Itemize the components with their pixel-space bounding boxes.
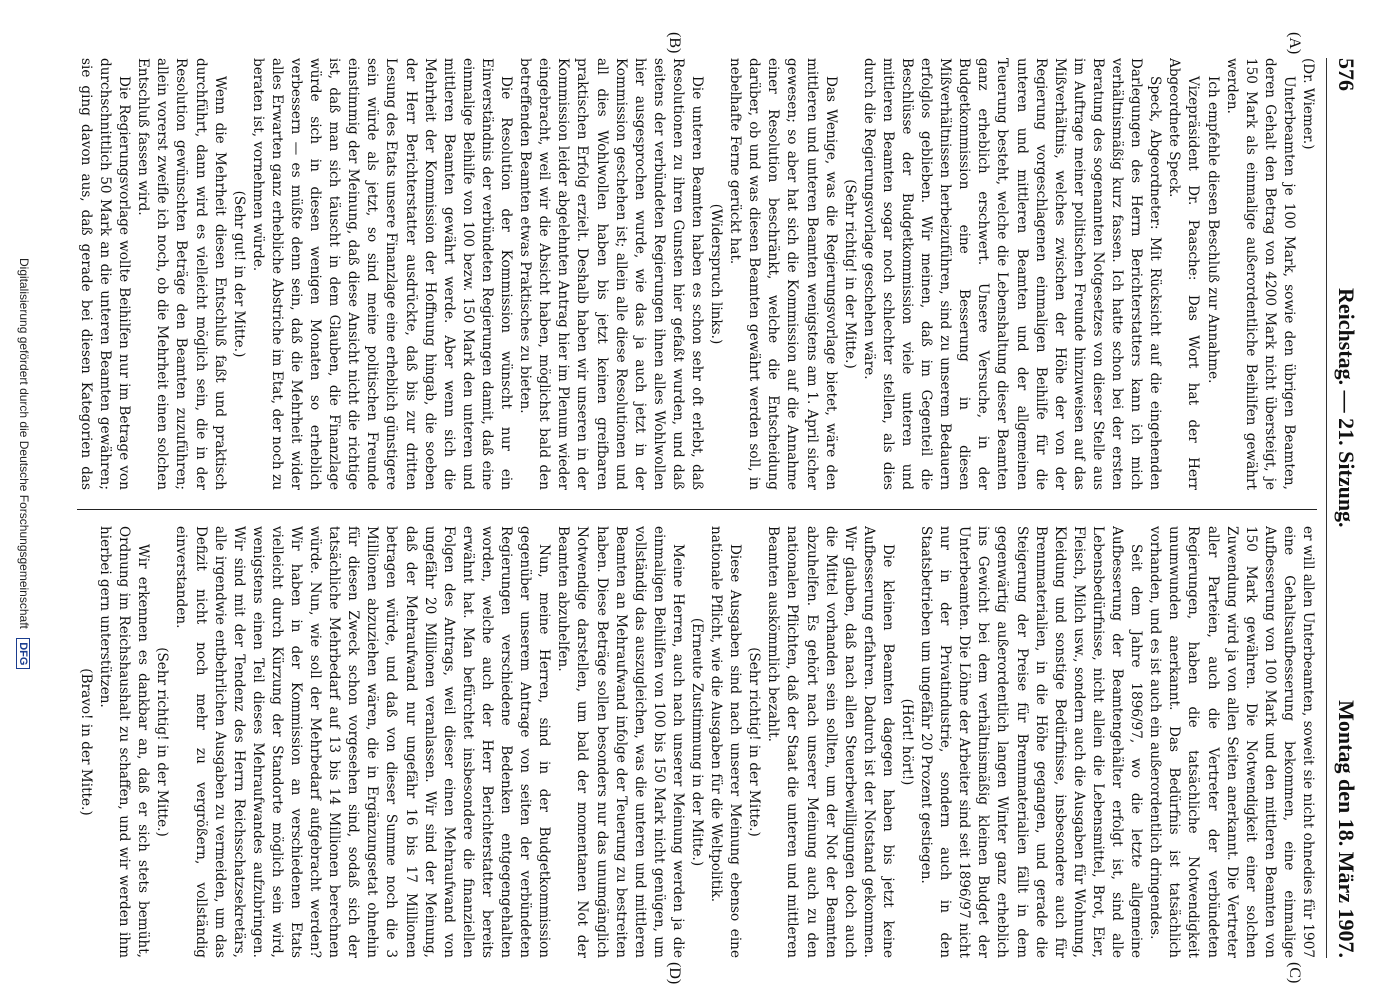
margin-marker-b: (B) [666, 32, 683, 54]
paragraph: Seit dem Jahre 1896/97, wo die letzte allgemeine Aufbesserung der Beamtengehälter erfolgt ist, sind alle Lebensbedürfnisse, nicht allein die Lebensmittel, Brot, Eier, Fleisch, Milch usw., sondern auch die Ausgaben für Wohnung, Kleidung und sonstige Bedürfnisse, insbesondere auch für Brennmaterialien, in die Höhe gegangen, und gerade die Steigerung der Preise für Brennmaterialien fällt in dem gegenwärtig außerordentlich langen Winter ganz erheblich ins Gewicht bei dem verhältnismäßig kleinen Budget der Unterbeamten. Die Löhne der Arbeiter sind seit 1896/97 nicht nur in der Privatindustrie, sondern auch in den Staatsbetrieben um ungefähr 20 Prozent gestiegen. [918, 526, 1145, 958]
footer-text: Digitalisierung gefördert durch die Deutsche Forschungsgemeinschaft [17, 258, 31, 629]
paragraph: Unterbeamten je 100 Mark, sowie den übrigen Beamten, deren Gehalt den Betrag von 4200 Mark nicht übersteigt, je 150 Mark als einmalige außerordentliche Beihilfen gewährt werden. [1223, 58, 1297, 490]
interjection: (Sehr richtig! in der Mitte.) [746, 647, 763, 837]
interjection: (Bravo! in der Mitte.) [78, 668, 94, 816]
column-divider [77, 509, 1317, 510]
paragraph: Wenn die Mehrheit diesen Entschluß faßt und praktisch durchführt, dann wird es vielleicht möglich sein, die in der Resolution gewünschten Beträge den Beamten zuzuführen; allein vorerst zweifle ich noch, ob die Mehrheit einen solchen Entschluß fassen wird. [135, 58, 228, 490]
interjection: (Widerspruch links.) [708, 203, 725, 345]
session-date: Montag den 18. März 1907. [1334, 700, 1359, 958]
header-rule [1326, 58, 1327, 958]
margin-marker-d: (D) [666, 962, 683, 985]
interjection: (Hört! hört!) [899, 698, 916, 786]
interjection: (Sehr gut! in der Mitte.) [230, 190, 247, 358]
paragraph: Vizepräsident Dr. Paasche: Das Wort hat der Herr Abgeordnete Speck. [1166, 58, 1202, 490]
paragraph: Das Wenige, was die Regierungsvorlage bietet, wäre den mittleren und unteren Beamten wenigstens am 1. April sicher gewesen; so aber hat sich die Kommission auf die Annahme einer Resolution beschränkt, welche die Entscheidung darüber, ob und was diesen Beamten gewährt werden soll, in nebelhafte Ferne gerückt hat. [727, 58, 839, 490]
margin-marker-a: (A) [1286, 32, 1303, 55]
paragraph: Ich empfehle diesen Beschluß zur Annahme. [1204, 76, 1221, 384]
margin-marker-c: (C) [1286, 962, 1303, 984]
paragraph: Die Regierungsvorlage wollte Beihilfen nur im Betrage von durchschnittlich 50 Mark an die unteren Beamten gewähren; sie ging davon aus, daß gerade bei diesen Kategorien das [78, 58, 133, 490]
paragraph: er will allen Unterbeamten, soweit sie nicht ohnedies für 1907 eine Gehaltsaufbesserung bekommen, eine einmalige Aufbesserung von 100 Mark und den mittleren Beamten von 150 Mark gewähren. Die Notwendigkeit einer solchen Zuwendung wird ja von allen Seiten anerkannt. Die Vertreter aller Parteien, auch die Vertreter der verbündeten Regierungen, haben die tatsächliche Notwendigkeit unumwunden anerkannt. Das Bedürfnis ist tatsächlich vorhanden, und es ist auch ein außerordentlich dringendes. [1147, 526, 1316, 958]
paragraph: Diese Ausgaben sind nach unserer Meinung ebenso eine nationale Pflicht, wie die Ausgaben für die Weltpolitik. [708, 526, 744, 958]
paragraph: Meine Herren, auch nach unserer Meinung werden ja die einmaligen Beihilfen von 100 bis 150 Mark nicht genügen, um vollständig das auszugleichen, was die unteren und mittleren Beamten an Mehraufwand infolge der Teuerung zu bestreiten haben. Diese Beträge sollen besonders nur das unumgänglich Notwendige darstellen, um bald der momentanen Not der Beamten abzuhelfen. [555, 526, 686, 958]
paragraph: Speck, Abgeordneter: Mit Rücksicht auf die eingehenden Darlegungen des Herrn Berichterstatters kann ich mich verhältnismäßig kurz fassen. Ich hatte schon bei der ersten Beratung des sogenannten Notgesetzes von dieser Stelle aus im Auftrage meiner politischen Freunde hinzuweisen auf das Mißverhältnis, welches zwischen der Höhe der von der Regierung vorgeschlagenen einmaligen Beihilfe für die unteren und mittleren Beamten und der allgemeinen Teuerung besteht, welche die Lebenshaltung dieser Beamten ganz erheblich erschwert. Unsere Versuche, in der Budgetkommission eine Besserung in diesen Mißverhältnissen herbeizuführen, sind zu unserem Bedauern erfolglos geblieben. Wir meinen, daß im Gegenteil die Beschlüsse der Budgetkommission viele unteren und mittleren Beamten sogar noch schlechter stellen, als dies durch die Regierungsvorlage geschehen wäre. [860, 58, 1164, 490]
paragraph: Die Resolution der Kommission wünscht nur ein Einverständnis der verbündeten Regierungen damit, daß eine einmalige Beihilfe von 100 bezw. 150 Mark den unteren und mittleren Beamten gewährt werde. Aber wenn sich die Mehrheit der Kommission der Hoffnung hingab, die soeben der Herr Berichterstatter ausdrückte, daß bis zur dritten Lesung des Etats unsere Finanzlage eine erheblich günstigere sein würde als jetzt, so sind meine politischen Freunde einstimmig der Meinung, daß diese Ansicht nicht die richtige ist, daß man sich täuscht in dem Glauben, die Finanzlage würde sich in diesen wenigen Monaten so erheblich verbessern — es müßte denn sein, daß die Mehrheit wider alles Erwarten ganz erhebliche Abstriche im Etat, der noch zu beraten ist, vornehmen würde. [249, 58, 515, 490]
paragraph: Die kleinen Beamten dagegen haben bis jetzt keine Aufbesserung erfahren. Dadurch ist der Notstand gekommen. Wir glauben, daß nach allen Steuerbewilligungen doch auch die Mittel vorhanden sein sollten, um der Not der Beamten abzuhelfen. Es gehört nach unserer Meinung auch zu den nationalen Pflichten, daß der Staat die unteren und mittleren Beamten auskömmlich bezahlt. [765, 526, 896, 958]
speaker-continued: (Dr. Wiemer.) [1300, 58, 1316, 150]
interjection: (Sehr richtig! in der Mitte.) [841, 179, 858, 369]
left-column [77, 58, 1317, 490]
page-number: 576 [1334, 58, 1359, 91]
paragraph: Die unteren Beamten haben es schon sehr oft erlebt, daß Resolutionen zu ihren Gunsten hier gefaßt wurden, und daß seitens der verbündeten Regierungen ihnen alles Wohlwollen hier ausgesprochen wurde, wie das ja auch jetzt in der Kommission geschehen ist; allein alle diese Resolutionen und all dies Wohlwollen haben bis jetzt keinen greifbaren praktischen Erfolg erzielt. Deshalb haben wir unseren in der Kommission leider abgelehnten Antrag hier im Plenum wieder eingebracht, weil wir die Absicht haben, möglichst bald den betreffenden Beamten etwas Praktisches zu bieten. [517, 58, 705, 490]
right-column [77, 526, 1317, 958]
funding-footer [16, 258, 31, 669]
paragraph: Wir erkennen es dankbar an, daß er sich stets bemüht, Ordnung im Reichshaushalt zu schaffen, und wir werden ihm hierbei gern unterstützen. [97, 526, 152, 958]
page-header [1325, 58, 1365, 958]
session-title: Reichstag. — 21. Sitzung. [1334, 288, 1359, 528]
paragraph: Nun, meine Herren, sind in der Budgetkommission gegenüber unserem Antrage von seiten der verbündeten Regierungen verschiedene Bedenken entgegengehalten worden, welche auch der Herr Berichterstatter bereits erwähnt hat. Man befürchtet insbesondere die finanziellen Folgen des Antrags, weil dieser einen Mehraufwand von ungefähr 20 Millionen veranlassen. Wir sind der Meinung, daß der Mehraufwand nur ungefähr 16 bis 17 Millionen betragen würde, und daß von dieser Summe noch die 3 Millionen abzuziehen wären, die in Ergänzungsetat ohnehin für diesen Zweck schon vorgesehen sind, sodaß sich der tatsächliche Mehrbedarf auf 13 bis 14 Millionen berechnen würde. Nun, wie soll der Mehrbedarf aufgebracht werden? Wir haben in der Kommission an verschiedenen Etats vielleicht durch Kürzung der Standorte möglich sein wird, wenigstens einen Teil dieses Mehraufwandes aufzubringen. Wir sind mit der Tendenz des Herrn Reichsschatzsekretärs, alle irgendwie entbehrlichen Ausgaben zu vermeiden, um das Defizit nicht noch mehr zu vergrößern, vollständig einverstanden. [173, 526, 553, 958]
dfg-logo: DFG [16, 638, 30, 669]
interjection: (Erneute Zustimmung in der Mitte.) [689, 617, 705, 867]
interjection: (Sehr richtig! in der Mitte.) [154, 647, 171, 837]
